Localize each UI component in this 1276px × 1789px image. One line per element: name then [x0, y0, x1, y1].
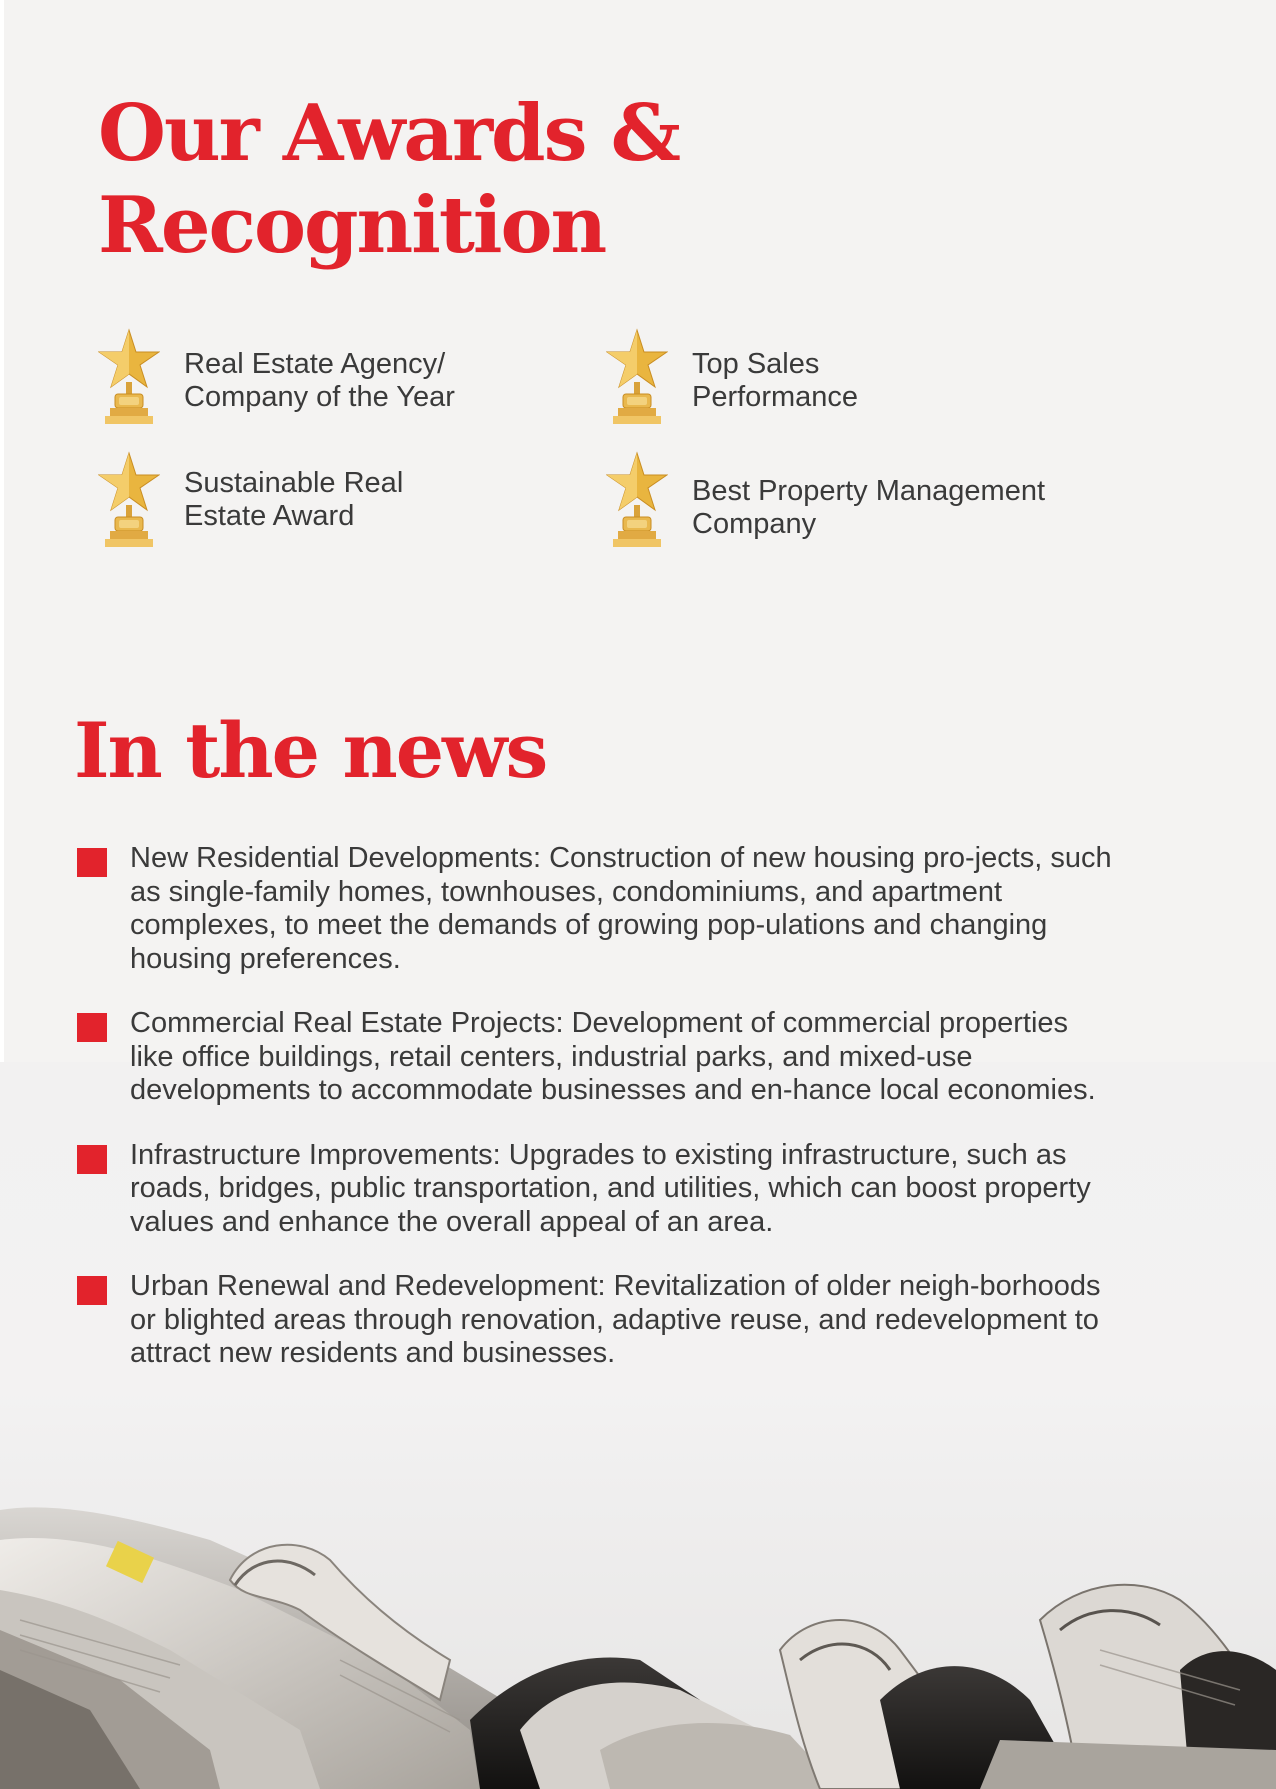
red-square-bullet-icon [77, 1013, 107, 1042]
trophy-star-icon [98, 451, 160, 549]
trophy-star-icon [606, 451, 668, 549]
award-item [606, 328, 1106, 428]
news-heading: In the news [74, 706, 547, 795]
awards-grid [98, 328, 1158, 548]
news-list [76, 842, 1116, 1402]
award-item [98, 328, 598, 428]
trophy-star-icon [606, 328, 668, 426]
trophy-star-icon [98, 328, 160, 426]
red-square-bullet-icon [77, 1145, 107, 1174]
red-square-bullet-icon [77, 848, 107, 877]
awards-heading-line2: Recognition [98, 180, 606, 271]
red-square-bullet-icon [77, 1276, 107, 1305]
news-item-text: Infrastructure Improvements: Upgrades to existing infrastructure, such as roads, bridges, public transportation, and utilities, which can boost property values and enhance the overall appeal of an area. [130, 1138, 1091, 1238]
news-item-text: Commercial Real Estate Projects: Development of commercial properties like office buildings, retail centers, industrial parks, and mixed-use developments to accommodate businesses and en-hance local economies. [130, 1007, 1096, 1106]
left-edge-strip [0, 0, 4, 1062]
news-item [76, 1270, 1116, 1371]
awards-heading-line1: Our Awards & [98, 88, 680, 179]
award-label: Real Estate Agency/ Company of the Year [184, 348, 455, 413]
award-item [606, 451, 1106, 551]
award-label: Best Property Management Company [692, 475, 1046, 540]
news-item [76, 1139, 1116, 1240]
news-item [76, 842, 1116, 976]
awards-heading [98, 88, 798, 272]
newspaper-stack-photo [0, 1500, 1276, 1789]
news-item-text: Urban Renewal and Redevelopment: Revitalization of older neigh-borhoods or blighted areas through renovation, adaptive reuse, and redevelopment to attract new residents and businesses. [130, 1270, 1101, 1369]
news-item [76, 1007, 1116, 1108]
news-item-text: New Residential Developments: Construction of new housing pro-jects, such as single-family homes, townhouses, condominiums, and apartment complexes, to meet the demands of growing pop-ulations and changing housing preferences. [130, 842, 1112, 975]
award-item [98, 451, 598, 551]
award-label: Sustainable Real Estate Award [184, 467, 404, 532]
award-label: Top Sales Performance [692, 348, 859, 413]
